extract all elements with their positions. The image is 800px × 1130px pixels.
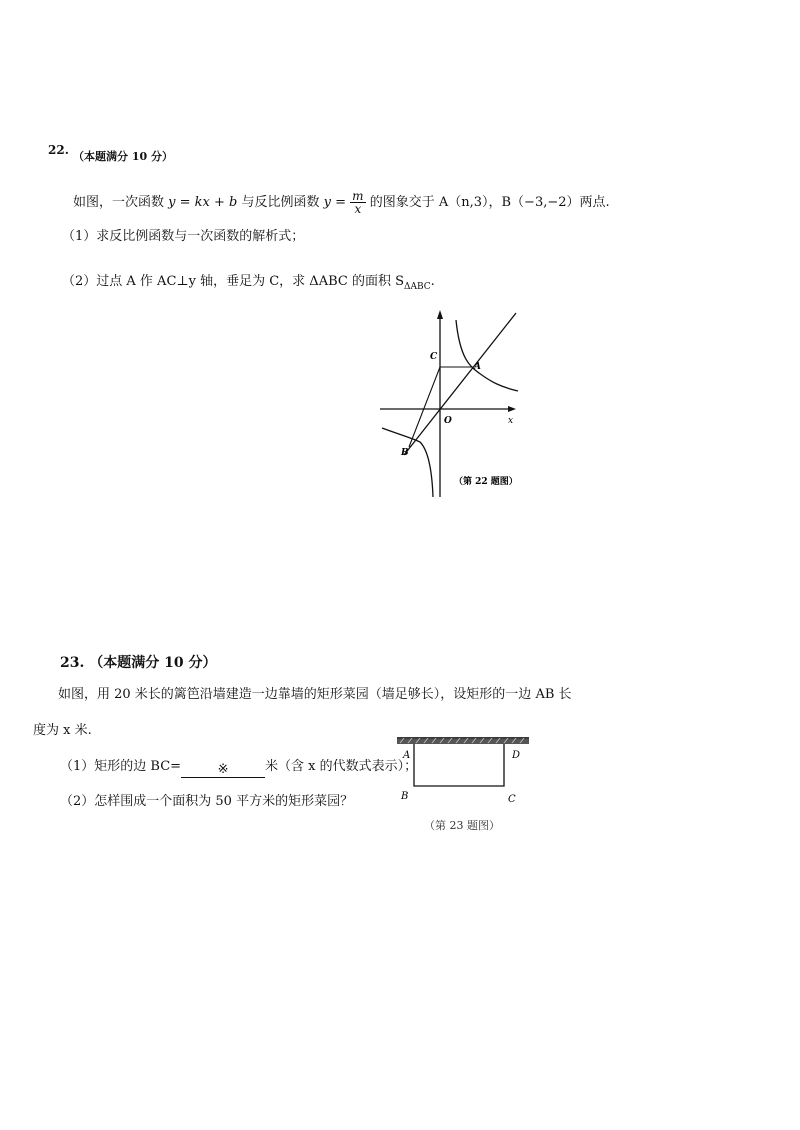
label-o: O: [444, 416, 452, 426]
hyperbola-branch-first-quadrant: [456, 320, 518, 391]
label-c: C: [430, 352, 438, 362]
q23-line2: 度为 x 米.: [33, 723, 92, 738]
label-a: A: [474, 362, 481, 372]
q23-part1-prefix: （1）矩形的边 BC=: [60, 759, 182, 774]
q23-part1: [60, 755, 417, 778]
label-b: B: [401, 791, 409, 802]
q22-intro-prefix: 如图，一次函数: [73, 195, 165, 210]
q22-part2-main: （2）过点 A 作 AC⊥y 轴，垂足为 C，求 ΔABC 的面积 S: [62, 274, 404, 289]
q23-line1: 如图，用 20 米长的篱笆沿墙建造一边靠墙的矩形菜园（墙足够长），设矩形的一边 AB 长: [58, 687, 572, 702]
x-axis-arrow: [508, 406, 516, 412]
q23-part2: （2）怎样围成一个面积为 50 平方米的矩形菜园？: [60, 794, 354, 809]
fraction-numerator: m: [352, 189, 364, 203]
q22-graph-figure: [376, 305, 526, 500]
q23-number: 23.: [60, 655, 85, 671]
q22-part1: （1）求反比例函数与一次函数的解析式；: [62, 229, 305, 244]
fraction-denominator: x: [354, 202, 362, 216]
label-c: C: [508, 794, 516, 805]
y-axis-arrow: [437, 310, 443, 319]
segment-bc: [409, 367, 440, 447]
q22-number: 22.: [48, 143, 69, 157]
q22-score: （本题满分 10 分）: [73, 150, 173, 163]
q23-figure-caption: （第 23 题图）: [424, 819, 500, 832]
label-d: D: [512, 750, 521, 761]
label-a: A: [403, 750, 411, 761]
answer-blank: ※: [181, 762, 265, 778]
q22-linear-expr: y = kx + b: [168, 195, 238, 210]
fence-rectangle: [414, 744, 504, 786]
q22-intro-mid: 与反比例函数: [241, 195, 320, 210]
q22-intro-suffix: 的图象交于 A（n,3），B（−3,−2）两点.: [369, 195, 610, 210]
q22-part2-end: .: [430, 274, 435, 289]
q23-part1-suffix: 米（含 x 的代数式表示）；: [265, 759, 418, 774]
q22-figure-caption: （第 22 题图）: [454, 477, 518, 487]
linear-function-line: [404, 313, 516, 455]
q22-inverse-lhs: y =: [323, 195, 347, 210]
q22-part2: [62, 270, 435, 292]
q23-heading: [60, 652, 216, 672]
label-x: x: [508, 416, 514, 426]
label-b: B: [401, 448, 409, 458]
q22-intro: [73, 190, 610, 215]
q22-part2-sub: ΔABC: [404, 282, 431, 292]
hyperbola-branch-third-quadrant: [382, 428, 433, 497]
q22-inverse-fraction: [350, 190, 365, 215]
q23-rectangle-figure: [394, 734, 534, 838]
q23-score: （本题满分 10 分）: [89, 655, 217, 671]
